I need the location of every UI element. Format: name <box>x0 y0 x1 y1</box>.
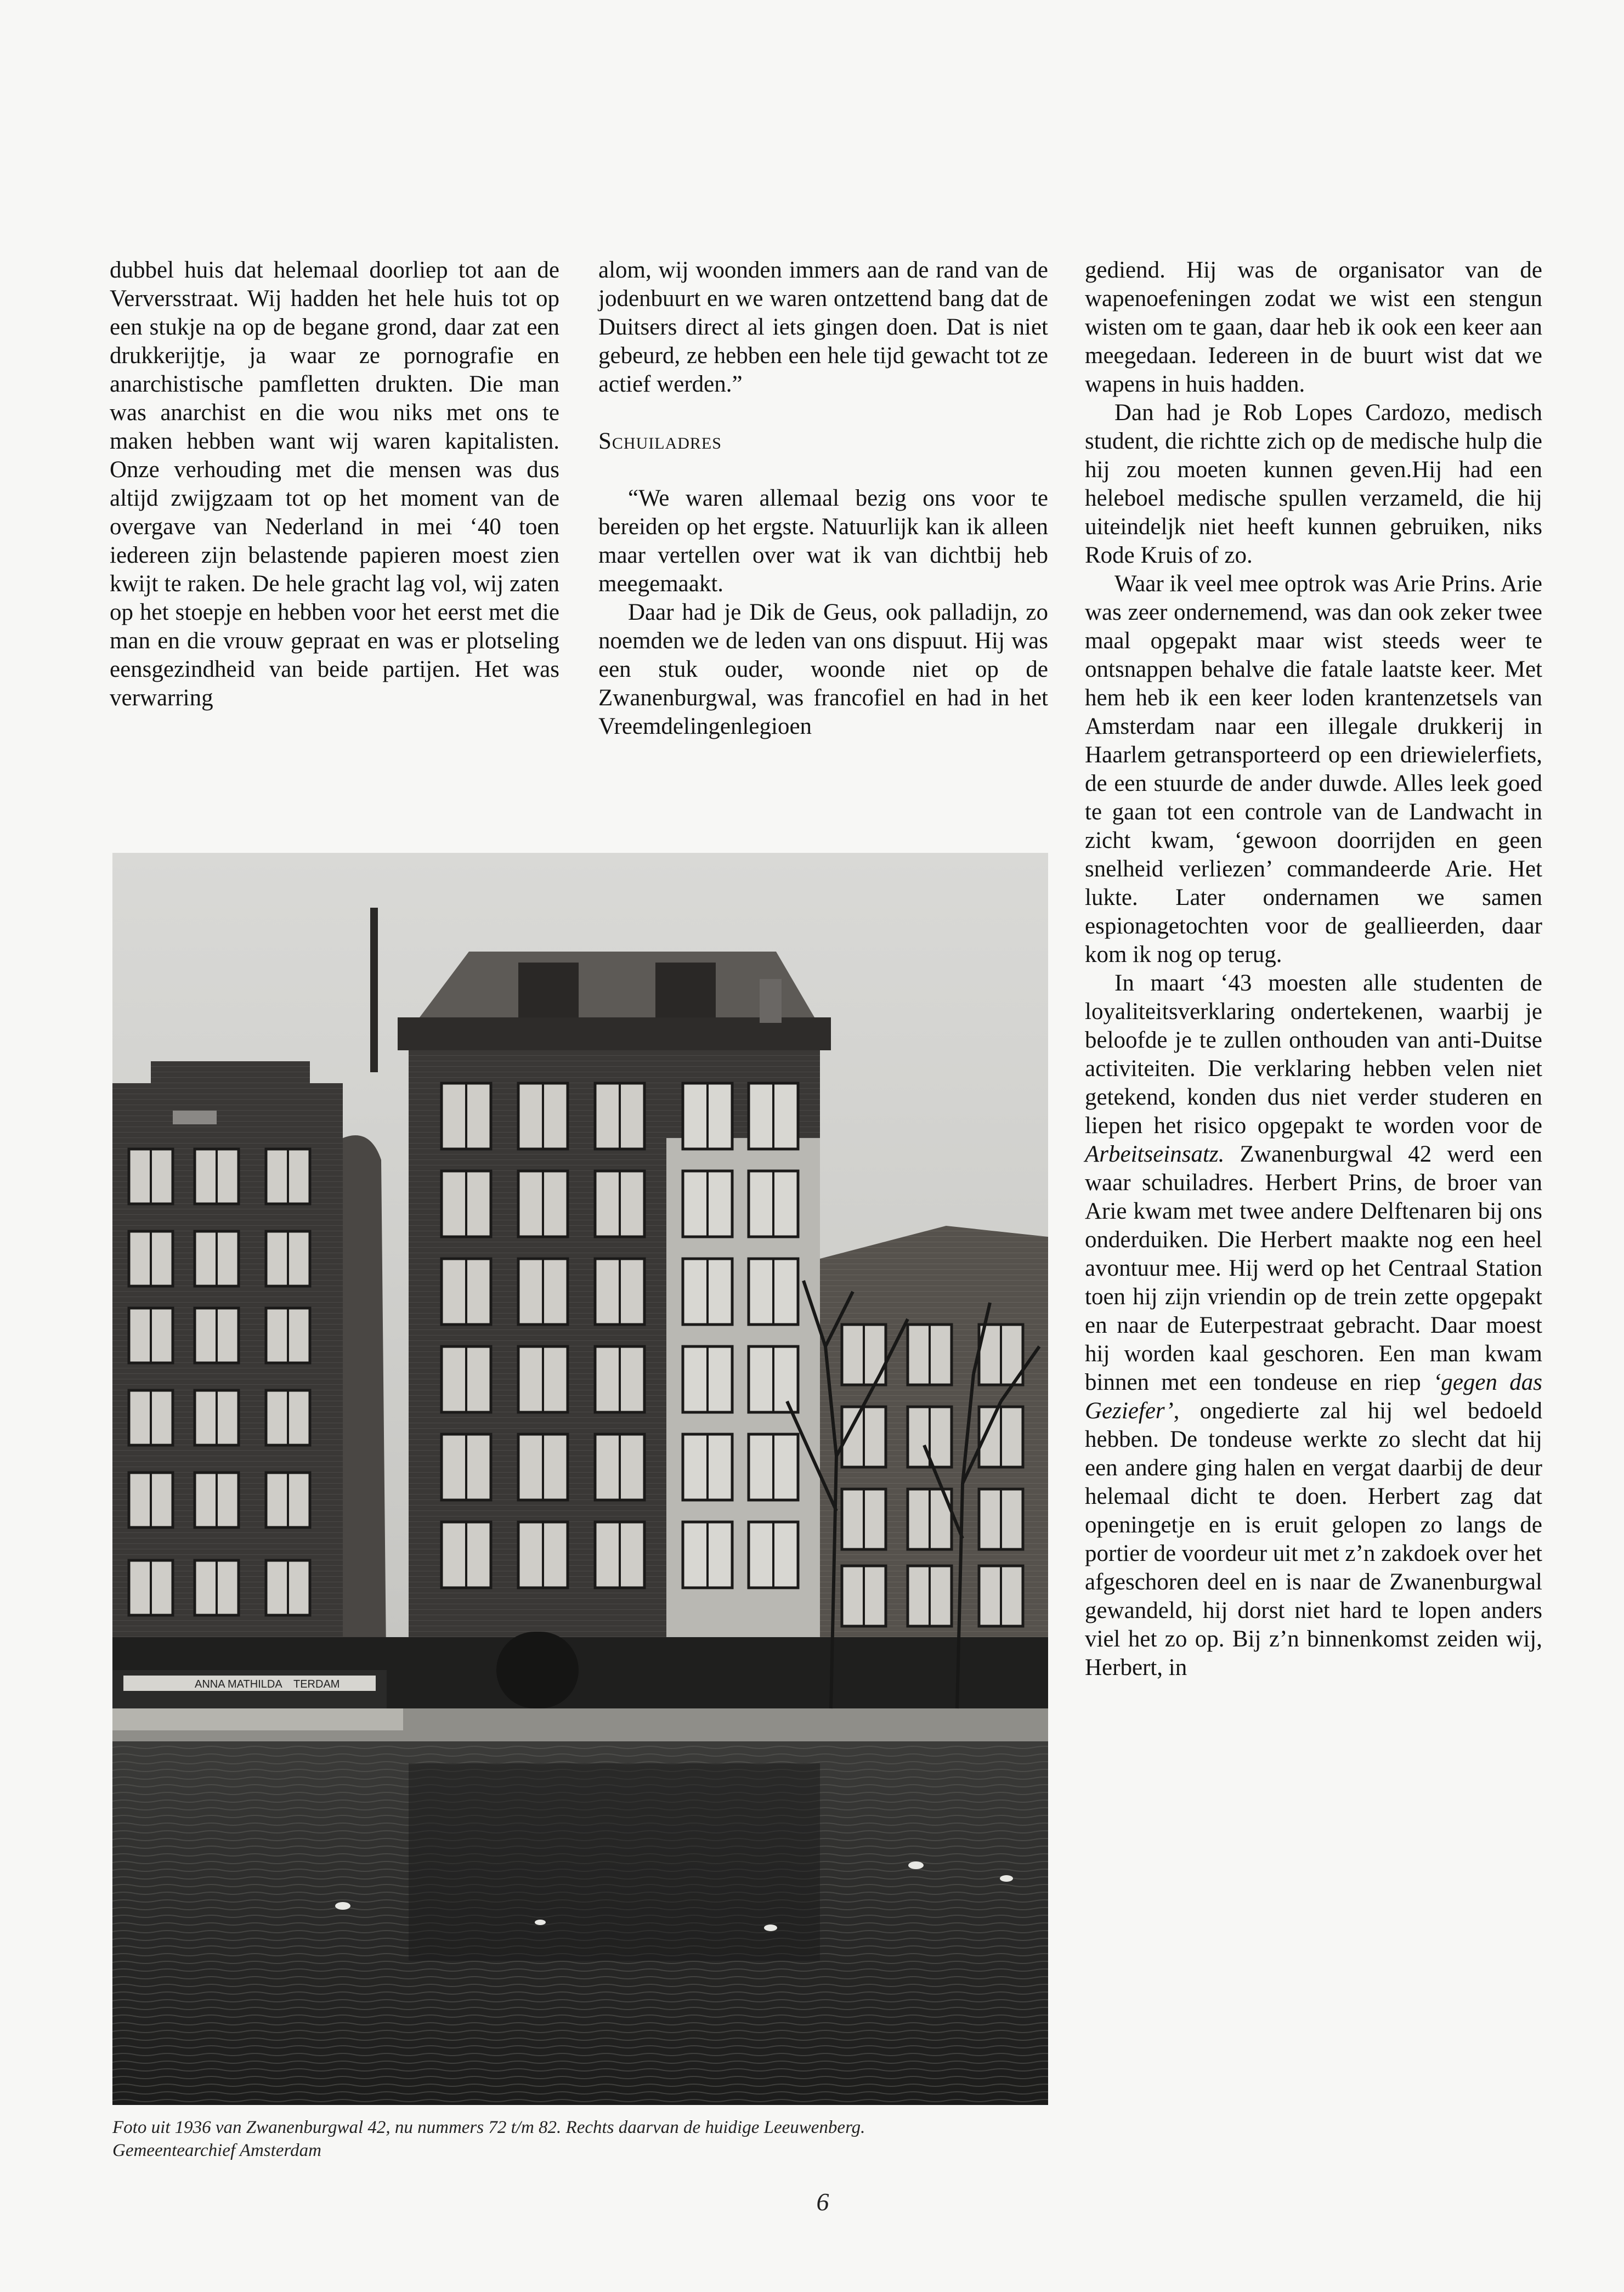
boat-sign-left: ANNA MATHILDA <box>195 1678 282 1690</box>
italic-quote: ‘gegen das Geziefer’ <box>1085 1369 1542 1424</box>
moored-boat <box>112 1670 403 1730</box>
caption-line-2: Gemeentearchief Amsterdam <box>112 2141 321 2160</box>
paragraph: “We waren allemaal bezig ons voor te bereiden op het ergste. Natuurlijk kan ik alleen maar vertellen over wat ik van dichtbij heb meegemaakt. <box>598 485 1048 597</box>
arched-doorway <box>496 1632 579 1708</box>
text-column-3 <box>1085 256 1542 1682</box>
paragraph-text: , ongedierte zal hij wel bedoeld hebben. De tondeuse werkte zo slecht dat hij een andere ging halen en vergat daarbij de deur helemaal dicht te doen. Herbert zag dat openingetje en is eruit gelopen zo langs de portier de voordeur uit met z’n zakdoek over het afgeschoren deel en is naar de Zwanenburgwal gewandeld, hij dorst niet hard te lopen anders viel het zo op. Bij z’n binnenkomst zeiden wij, Herbert, in <box>1085 1398 1542 1680</box>
text-column-2 <box>598 256 1048 741</box>
caption-line-1: Foto uit 1936 van Zwanenburgwal 42, nu nummers 72 t/m 82. Rechts daarvan de huidige Leeuwenberg. <box>112 2118 865 2137</box>
paragraph: dubbel huis dat helemaal doorliep tot aan de Verversstraat. Wij hadden het hele huis tot op een stukje na op de begane grond, daar zat een drukkerijtje, ja waar ze pornografie en anarchistische pamfletten drukten. Die man was anarchist en die wou niks met ons te maken hebben want wij waren kapitalisten. Onze verhouding met die mensen was dus altijd zwijgzaam tot op het moment van de overgave van Nederland in mei ‘40 toen iedereen zijn belastende papieren moest zien kwijt te raken. De hele gracht lag vol, wij zaten op het stoepje en hebben voor het eerst met die man en die vrouw gepraat en was er plotseling eensgezindheid van beide partijen. Het was verwarring <box>110 257 559 711</box>
paragraph: Daar had je Dik de Geus, ook palladijn, zo noemden we de leden van ons dispuut. Hij was een stuk ouder, woonde niet op de Zwanenburgwal, was francofiel en had in het Vreemdelingenlegioen <box>598 599 1048 739</box>
paragraph: gediend. Hij was de organisator van de wapenoefeningen zodat we wist een stengun wisten om te gaan, daar heb ik ook een keer aan meegedaan. Iedereen in de buurt wist dat we wapens in huis hadden. <box>1085 257 1542 397</box>
page-number: 6 <box>816 2188 829 2216</box>
paragraph: alom, wij woonden immers aan de rand van de jodenbuurt en we waren ontzettend bang dat de Duitsers direct al iets gingen doen. Dat is niet gebeurd, ze hebben een hele tijd gewacht tot ze actief werden.” <box>598 257 1048 397</box>
italic-term: Arbeitseinsatz. <box>1085 1141 1225 1167</box>
boat-sign-right: TERDAM <box>293 1678 340 1690</box>
paragraph-text: Zwanenburgwal 42 werd een waar schuiladres. Herbert Prins, de broer van Arie kwam met twee andere Delftenaren bij ons onderduiken. Die Herbert maakte nog een heel avontuur mee. Hij werd op het Centraal Station toen hij zijn vriendin op de trein zette opgepakt en naar de Euterpestraat gebracht. Daar moest hij worden kaal geschoren. Een man kwam binnen met een tondeuse en riep <box>1085 1141 1542 1395</box>
historic-photo-zwanenburgwal <box>112 853 1048 2105</box>
paragraph <box>1085 969 1542 1682</box>
photo-caption <box>112 2116 1089 2162</box>
paragraph: Dan had je Rob Lopes Cardozo, medisch student, die richtte zich op de medische hulp die hij zou moeten kunnen geven.Hij had een heleboel medische spullen verzameld, die hij uiteindeljk niet heeft kunnen gebruiken, niks Rode Kruis of zo. <box>1085 400 1542 568</box>
paragraph-text: In maart ‘43 moesten alle studenten de loyaliteitsverklaring ondertekenen, waarbij je beloofde je te zullen onthouden van anti-Duitse activiteiten. Die verklaring hebben velen niet getekend, konden dus niet verder studeren en liepen het risico opgepakt te worden voor de <box>1085 970 1542 1139</box>
section-heading: Schuiladres <box>598 428 722 454</box>
text-column-1 <box>110 256 559 712</box>
paragraph: Waar ik veel mee optrok was Arie Prins. Arie was zeer ondernemend, was dan ook zeker twee maal opgepakt maar wist steeds weer te ontsnappen behalve die fatale laatste keer. Met hem heb ik een keer loden krantenzetsels van Amsterdam naar een illegale drukkerij in Haarlem getransporteerd op een driewielerfiets, de een stuurde de ander duwde. Alles leek goed te gaan tot een controle van de Landwacht in zicht kwam, ‘gewoon doorrijden en geen snelheid verliezen’ commandeerde Arie. Het lukte. Later ondernamen we samen espionagetochten voor de geallieerden, daar kom ik nog op terug. <box>1085 571 1542 967</box>
